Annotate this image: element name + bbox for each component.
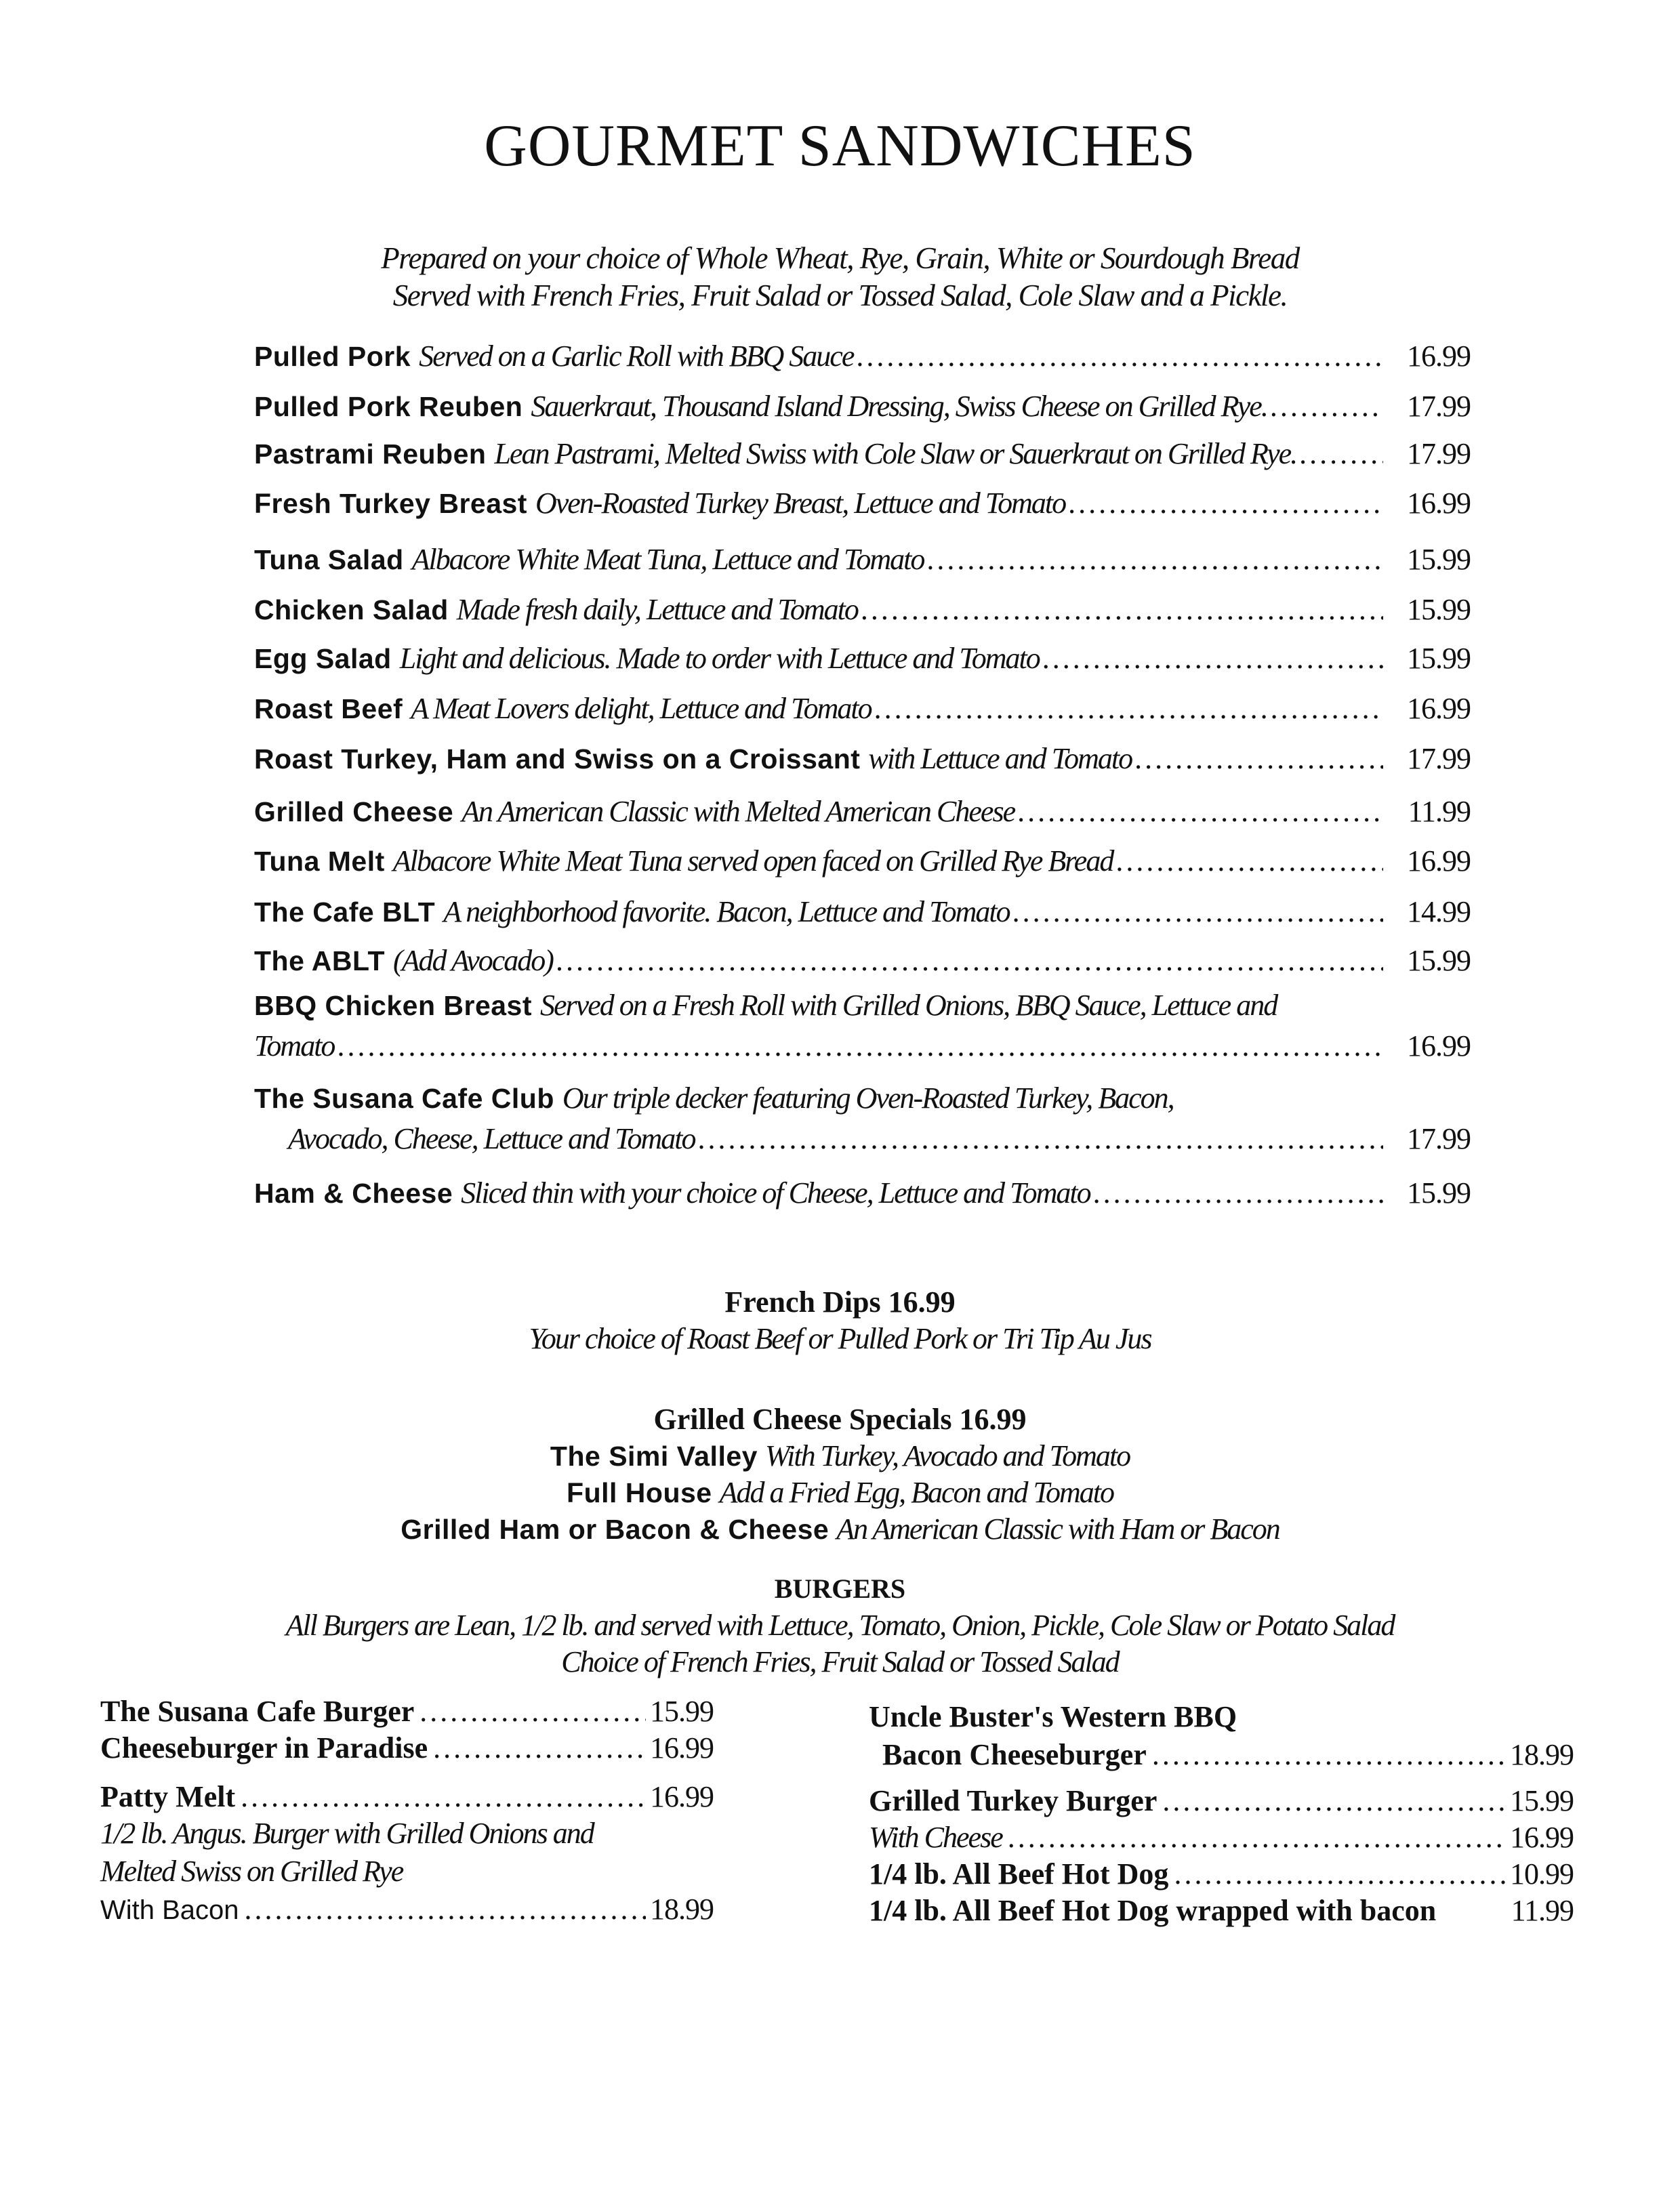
item-desc: (Add Avocado)	[393, 944, 553, 977]
leader-dots	[1115, 844, 1383, 878]
item-price: 15.99	[1407, 642, 1471, 675]
item-desc: Our triple decker featuring Oven-Roasted Turkey, Bacon,	[562, 1081, 1174, 1115]
item-price: 17.99	[1407, 390, 1471, 423]
item-desc: An American Classic with Melted American Cheese	[462, 795, 1015, 828]
item-price: 16.99	[1407, 844, 1471, 878]
menu-item-egg-salad	[254, 641, 1471, 682]
grilled-specials-title: Grilled Cheese Specials 16.99	[653, 1403, 1027, 1436]
item-price: 16.99	[1407, 339, 1471, 373]
menu-item-pulled-pork	[254, 339, 1471, 379]
menu-item-ablt	[254, 943, 1471, 984]
item-price: 15.99	[1407, 543, 1471, 576]
item-name: The ABLT	[254, 945, 386, 976]
item-price: 15.99	[1407, 593, 1471, 626]
item-name: Roast Turkey, Ham and Swiss on a Croissant	[254, 743, 861, 775]
french-dips-desc: Your choice of Roast Beef or Pulled Pork or Tri Tip Au Jus	[529, 1322, 1151, 1355]
burgers-title: BURGERS	[774, 1573, 906, 1604]
item-name: Tuna Melt	[254, 846, 385, 877]
item-desc: Sauerkraut, Thousand Island Dressing, Swiss Cheese on Grilled Rye.	[531, 390, 1267, 423]
special-name: Full House	[567, 1477, 712, 1508]
intro-line-2: Served with French Fries, Fruit Salad or Tossed Salad, Cole Slaw and a Pickle.	[392, 278, 1288, 312]
menu-item-fresh-turkey-breast	[254, 486, 1471, 527]
burger-uncle-buster	[869, 1737, 1574, 1774]
page-title: GOURMET SANDWICHES	[484, 113, 1196, 179]
item-name: Egg Salad	[254, 643, 392, 674]
item-desc: A Meat Lovers delight, Lettuce and Tomato	[411, 692, 872, 725]
burgers-right-column	[869, 1699, 1574, 1930]
item-desc: Sliced thin with your choice of Cheese, Lettuce and Tomato	[461, 1176, 1090, 1210]
item-price: 15.99	[650, 1695, 714, 1728]
item-name: With Cheese	[869, 1821, 1002, 1854]
item-price: 18.99	[650, 1893, 714, 1926]
menu-item-roast-beef	[254, 691, 1471, 732]
item-price: 16.99	[1407, 1029, 1471, 1062]
menu-item-cafe-blt	[254, 894, 1471, 935]
item-price: 16.99	[650, 1780, 714, 1813]
item-price: 15.99	[1407, 944, 1471, 977]
leader-dots	[419, 1694, 646, 1729]
menu-item-chicken-salad	[254, 592, 1471, 633]
item-name: Grilled Cheese	[254, 796, 454, 827]
burger-turkey-with-cheese	[869, 1820, 1574, 1857]
item-desc: with Lettuce and Tomato	[868, 742, 1132, 775]
item-price: 10.99	[1510, 1857, 1574, 1891]
burgers-section	[0, 1571, 1680, 1680]
french-dips-title: French Dips 16.99	[724, 1285, 956, 1319]
burger-patty-melt	[100, 1779, 714, 1816]
item-name: Tuna Salad	[254, 544, 404, 575]
patty-melt-desc-1: 1/2 lb. Angus. Burger with Grilled Onions and	[100, 1817, 594, 1850]
leader-dots	[926, 542, 1383, 577]
item-desc: Albacore White Meat Tuna, Lettuce and Tomato	[411, 543, 924, 576]
item-desc: Oven-Roasted Turkey Breast, Lettuce and Tomato	[535, 487, 1066, 520]
menu-item-roast-turkey-croissant	[254, 741, 1471, 782]
item-price: 11.99	[1408, 795, 1471, 828]
uncle-buster-title: Uncle Buster's Western BBQ	[869, 1700, 1237, 1733]
special-grilled-ham-bacon	[0, 1511, 1680, 1548]
leader-dots	[337, 1029, 1383, 1063]
menu-item-pastrami-reuben	[254, 436, 1471, 477]
intro-line-1: Prepared on your choice of Whole Wheat, Rye, Grain, White or Sourdough Bread	[381, 241, 1299, 275]
special-desc: Add a Fried Egg, Bacon and Tomato	[719, 1476, 1113, 1509]
item-price: 14.99	[1407, 895, 1471, 928]
menu-item-pulled-pork-reuben	[254, 389, 1471, 430]
burger-susana	[100, 1694, 714, 1731]
special-name: The Simi Valley	[550, 1441, 758, 1472]
item-name: The Susana Cafe Club	[254, 1083, 554, 1114]
leader-dots	[1017, 794, 1383, 829]
leader-dots	[433, 1731, 646, 1765]
item-price: 16.99	[650, 1731, 714, 1764]
item-price: 16.99	[1407, 487, 1471, 520]
item-name: 1/4 lb. All Beef Hot Dog wrapped with bacon	[869, 1894, 1437, 1927]
leader-dots	[1042, 641, 1383, 676]
item-name: Ham & Cheese	[254, 1178, 453, 1209]
leader-dots	[1134, 741, 1383, 776]
leader-dots	[1093, 1176, 1383, 1210]
leader-dots	[1008, 1820, 1506, 1855]
item-name: Pulled Pork Reuben	[254, 391, 523, 422]
item-desc: Made fresh daily, Lettuce and Tomato	[456, 593, 858, 626]
menu-item-tuna-melt	[254, 844, 1471, 884]
leader-dots	[1174, 1857, 1506, 1891]
item-price: 17.99	[1407, 437, 1471, 470]
leader-dots	[1162, 1783, 1506, 1818]
item-name: The Susana Cafe Burger	[100, 1695, 415, 1728]
item-desc: Lean Pastrami, Melted Swiss with Cole Slaw or Sauerkraut on Grilled Rye.	[494, 437, 1297, 470]
patty-melt-desc-2: Melted Swiss on Grilled Rye	[100, 1855, 403, 1888]
leader-dots	[245, 1892, 646, 1926]
item-name: Roast Beef	[254, 693, 403, 724]
item-desc: A neighborhood favorite. Bacon, Lettuce and Tomato	[443, 895, 1010, 928]
leader-dots	[241, 1779, 646, 1814]
special-desc: With Turkey, Avocado and Tomato	[764, 1439, 1130, 1472]
item-name: Fresh Turkey Breast	[254, 488, 527, 519]
special-desc: An American Classic with Ham or Bacon	[836, 1512, 1279, 1546]
item-price: 18.99	[1510, 1738, 1574, 1771]
item-price: 15.99	[1510, 1784, 1574, 1817]
item-name: With Bacon	[100, 1895, 239, 1925]
item-price: 17.99	[1407, 742, 1471, 775]
menu-item-grilled-cheese	[254, 794, 1471, 835]
item-price: 16.99	[1407, 692, 1471, 725]
item-name: Cheeseburger in Paradise	[100, 1731, 428, 1764]
leader-dots	[1068, 486, 1383, 520]
item-name: 1/4 lb. All Beef Hot Dog	[869, 1857, 1169, 1891]
leader-dots	[556, 943, 1383, 978]
special-full-house	[0, 1474, 1680, 1511]
item-price: 17.99	[1407, 1122, 1471, 1155]
menu-item-tuna-salad	[254, 542, 1471, 583]
item-name: Pastrami Reuben	[254, 438, 487, 470]
item-desc: Albacore White Meat Tuna served open faced on Grilled Rye Bread	[392, 844, 1113, 878]
item-name: BBQ Chicken Breast	[254, 990, 533, 1021]
item-name: Bacon Cheeseburger	[882, 1738, 1147, 1771]
grilled-cheese-specials-section	[0, 1401, 1680, 1548]
leader-dots	[856, 339, 1383, 373]
burgers-left-column	[100, 1694, 714, 1928]
menu-item-bbq-chicken	[254, 988, 1471, 1069]
item-name: Chicken Salad	[254, 594, 449, 625]
hot-dog-bacon	[869, 1893, 1574, 1930]
item-desc: Served on a Fresh Roll with Grilled Onions, BBQ Sauce, Lettuce and	[540, 989, 1277, 1022]
special-simi-valley	[0, 1438, 1680, 1474]
menu-item-ham-cheese	[254, 1176, 1471, 1216]
item-desc: Light and delicious. Made to order with Lettuce and Tomato	[399, 642, 1040, 675]
leader-dots	[874, 691, 1383, 726]
item-price: 11.99	[1511, 1894, 1574, 1927]
item-desc-cont: Avocado, Cheese, Lettuce and Tomato	[288, 1122, 695, 1155]
item-desc: Served on a Garlic Roll with BBQ Sauce	[419, 339, 854, 373]
item-price: 15.99	[1407, 1176, 1471, 1210]
leader-dots	[1152, 1737, 1506, 1772]
french-dips-section	[0, 1284, 1680, 1357]
item-name: The Cafe BLT	[254, 896, 436, 928]
leader-dots	[1012, 894, 1383, 929]
special-name: Grilled Ham or Bacon & Cheese	[401, 1514, 829, 1545]
burger-grilled-turkey	[869, 1783, 1574, 1820]
leader-dots	[1270, 389, 1383, 424]
burger-with-bacon	[100, 1892, 714, 1928]
item-name: Grilled Turkey Burger	[869, 1784, 1157, 1817]
burger-paradise	[100, 1731, 714, 1767]
leader-dots	[1299, 436, 1383, 471]
item-name: Patty Melt	[100, 1780, 236, 1813]
burgers-desc-2: Choice of French Fries, Fruit Salad or Tossed Salad	[561, 1645, 1119, 1678]
item-name: Pulled Pork	[254, 341, 411, 372]
leader-dots	[698, 1121, 1383, 1156]
menu-item-susana-club	[254, 1081, 1471, 1162]
item-price: 16.99	[1510, 1821, 1574, 1854]
burgers-desc-1: All Burgers are Lean, 1/2 lb. and served with Lettuce, Tomato, Onion, Pickle, Cole Slaw or Potato Salad	[285, 1609, 1395, 1642]
leader-dots	[861, 592, 1383, 627]
item-desc-cont: Tomato	[254, 1029, 335, 1062]
hot-dog	[869, 1857, 1574, 1893]
